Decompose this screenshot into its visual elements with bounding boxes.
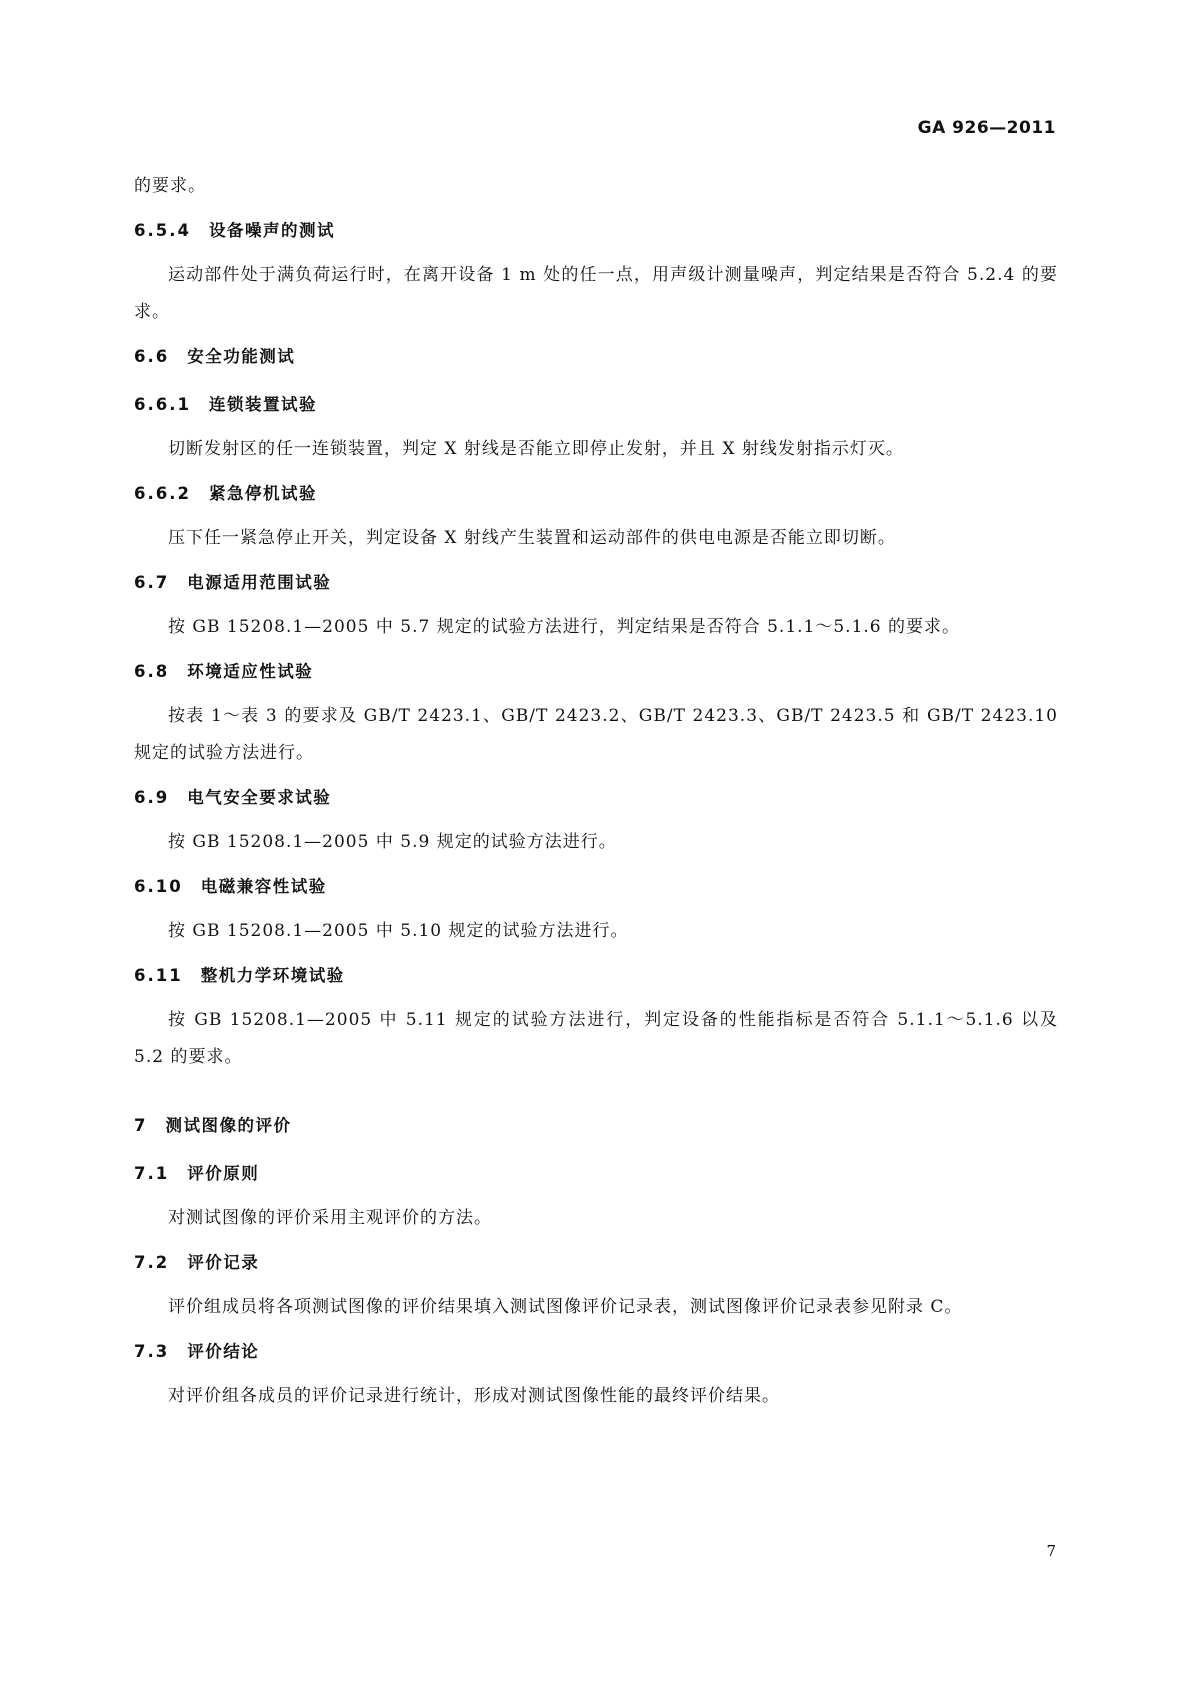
standard-code: GA 926—2011 <box>917 118 1056 138</box>
section-6-7-text: 按 GB 15208.1—2005 中 5.7 规定的试验方法进行，判定结果是否符合 5.1.1～5.1.6 的要求。 <box>168 617 961 637</box>
section-title: 评价结论 <box>187 1342 260 1361</box>
section-title: 连锁装置试验 <box>208 395 317 414</box>
section-number: 6.6.1 <box>134 395 191 414</box>
section-number: 6.5.4 <box>134 221 191 240</box>
section-6-8-text: 按表 1～表 3 的要求及 GB/T 2423.1、GB/T 2423.2、GB/T 2423.3、GB/T 2423.5 和 GB/T 2423.10 规定的试验方法进行。 <box>134 706 1058 763</box>
section-6-11-heading <box>134 962 1058 990</box>
section-title: 评价记录 <box>187 1253 260 1272</box>
section-6-6-heading <box>134 343 1058 371</box>
section-6-6-1-text: 切断发射区的任一连锁装置，判定 X 射线是否能立即停止发射，并且 X 射线发射指示灯灭。 <box>168 439 904 459</box>
section-number: 7.2 <box>134 1253 170 1272</box>
section-title: 电源适用范围试验 <box>187 573 332 592</box>
section-7-2-heading <box>134 1249 1058 1277</box>
section-number: 6.6 <box>134 347 170 366</box>
section-title: 环境适应性试验 <box>187 662 314 681</box>
section-7-2-text: 评价组成员将各项测试图像的评价结果填入测试图像评价记录表，测试图像评价记录表参见附录 C。 <box>168 1297 963 1317</box>
section-6-9-text: 按 GB 15208.1—2005 中 5.9 规定的试验方法进行。 <box>168 832 617 852</box>
chapter-7-heading <box>134 1112 1058 1140</box>
section-number: 7.3 <box>134 1342 170 1361</box>
section-6-6-2-heading <box>134 480 1058 508</box>
section-6-5-4-text: 运动部件处于满负荷运行时，在离开设备 1 m 处的任一点，用声级计测量噪声，判定结果是否符合 5.2.4 的要求。 <box>134 265 1058 322</box>
section-7-1-text: 对测试图像的评价采用主观评价的方法。 <box>168 1208 492 1228</box>
section-number: 6.7 <box>134 573 170 592</box>
section-number: 7.1 <box>134 1164 170 1183</box>
section-number: 6.9 <box>134 788 170 807</box>
section-6-5-4-heading <box>134 217 1058 245</box>
section-6-11-text: 按 GB 15208.1—2005 中 5.11 规定的试验方法进行，判定设备的性能指标是否符合 5.1.1～5.1.6 以及 5.2 的要求。 <box>134 1010 1058 1067</box>
section-title: 测试图像的评价 <box>165 1116 292 1135</box>
section-number: 7 <box>134 1116 148 1135</box>
section-6-7-heading <box>134 569 1058 597</box>
section-title: 整机力学环境试验 <box>200 966 345 985</box>
section-title: 紧急停机试验 <box>208 484 317 503</box>
section-6-9-heading <box>134 784 1058 812</box>
section-6-6-1-heading <box>134 391 1058 419</box>
continued-text: 的要求。 <box>134 176 206 196</box>
section-title: 电磁兼容性试验 <box>200 877 327 896</box>
page-number: 7 <box>1046 1542 1056 1560</box>
section-7-3-text: 对评价组各成员的评价记录进行统计，形成对测试图像性能的最终评价结果。 <box>168 1386 780 1406</box>
section-number: 6.10 <box>134 877 183 896</box>
section-number: 6.8 <box>134 662 170 681</box>
section-6-8-heading <box>134 658 1058 686</box>
section-6-6-2-text: 压下任一紧急停止开关，判定设备 X 射线产生装置和运动部件的供电电源是否能立即切断。 <box>168 528 896 548</box>
section-6-10-text: 按 GB 15208.1—2005 中 5.10 规定的试验方法进行。 <box>168 921 629 941</box>
section-title: 电气安全要求试验 <box>187 788 332 807</box>
section-number: 6.11 <box>134 966 183 985</box>
section-number: 6.6.2 <box>134 484 191 503</box>
section-title: 设备噪声的测试 <box>208 221 335 240</box>
section-7-3-heading <box>134 1338 1058 1366</box>
section-6-10-heading <box>134 873 1058 901</box>
section-title: 安全功能测试 <box>187 347 296 366</box>
section-7-1-heading <box>134 1160 1058 1188</box>
document-body <box>134 168 1058 1415</box>
section-title: 评价原则 <box>187 1164 260 1183</box>
